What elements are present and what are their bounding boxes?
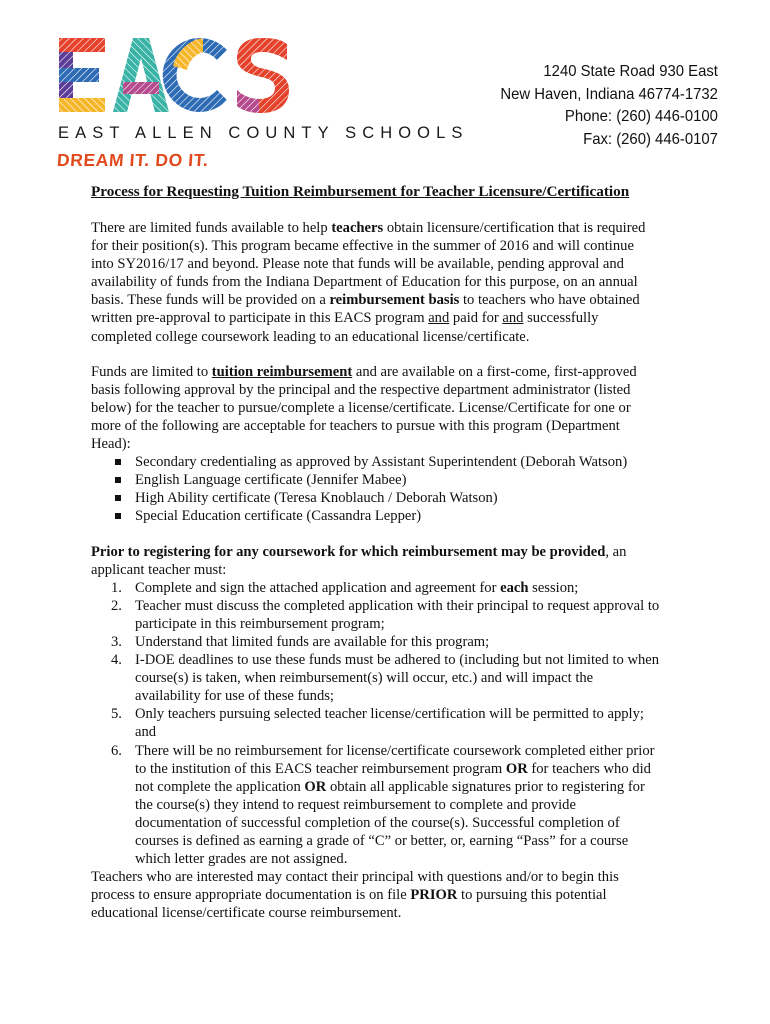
- text-line: There are limited funds available to help teachers obtain licensure/certification that is required: [91, 220, 646, 236]
- text-line: Prior to registering for any coursework for which reimbursement may be provided, an: [91, 543, 627, 560]
- text-line: which letter grades are not assigned.: [135, 851, 348, 868]
- list-item: 3. Understand that limited funds are available for this program;: [91, 633, 687, 651]
- list-item: 6. There will be no reimbursement for license/certificate coursework completed either prior to the institution of this EACS teacher reimbursement program OR for teachers who did not complete the application OR obtain all applicable signatures prior to registering for the course(s) they intend to request reimbursement to complete and provide documentation of successful completion of the course(s). Successful completion of courses is defined as earning a grade of “C” or better, or, earning “Pass” for a course which letter grades are not assigned.: [91, 742, 687, 869]
- fax-number: Fax: (260) 446-0107: [583, 130, 718, 148]
- text-line: completed college coursework leading to an educational license/certificate.: [91, 328, 530, 345]
- list-item: English Language certificate (Jennifer Mabee): [91, 471, 687, 489]
- document-title: Process for Requesting Tuition Reimbursement for Teacher Licensure/Certification: [91, 183, 630, 200]
- address-city: New Haven, Indiana 46774-1732: [500, 85, 718, 103]
- text-line: basis. These funds will be provided on a reimbursement basis to teachers who have obtained: [91, 292, 640, 309]
- requirements-list: [91, 579, 687, 869]
- text-line: I-DOE deadlines to use these funds must be adhered to (including but not limited to when: [135, 652, 660, 669]
- text-line: process to ensure appropriate documentation is on file PRIOR to pursuing this potential: [91, 887, 607, 904]
- list-item: High Ability certificate (Teresa Knoblauch / Deborah Watson): [91, 489, 687, 507]
- text-line: Funds are limited to tuition reimbursement and are available on a first-come, first-approved: [91, 363, 637, 380]
- document-body: [91, 219, 687, 939]
- text-line: There will be no reimbursement for license/certificate coursework completed either prior: [135, 742, 655, 759]
- text-line: to the institution of this EACS teacher reimbursement program OR for teachers who did: [135, 760, 651, 777]
- district-name: EAST ALLEN COUNTY SCHOOLS: [58, 124, 469, 142]
- list-item: 1. Complete and sign the attached application and agreement for each session;: [91, 579, 687, 597]
- text-line: applicant teacher must:: [91, 561, 227, 578]
- text-line: Complete and sign the attached application and agreement for each session;: [135, 579, 579, 596]
- phone-number: Phone: (260) 446-0100: [564, 108, 718, 125]
- text-line: documentation of successful completion of the course(s). Successful completion of: [135, 814, 620, 831]
- text-line: below) for the teacher to pursue/complete a license/certificate. License/Certificate for one or: [91, 399, 631, 416]
- text-line: availability for use of these funds;: [135, 688, 334, 705]
- intro-paragraph: [91, 219, 687, 346]
- text-line: courses is defined as earning a grade of “C” or better, or, earning “Pass” for a course: [135, 833, 629, 849]
- text-line: for their position(s). This program became effective in the summer of 2016 and will continue: [91, 238, 634, 255]
- text-line: into SY2016/17 and beyond. Please note that funds will be available, pending approval and: [91, 256, 624, 273]
- list-item: 5. Only teachers pursuing selected teacher license/certification will be permitted to apply; and: [91, 705, 687, 741]
- text-line: not complete the application OR obtain all applicable signatures prior to registering for: [135, 778, 645, 795]
- address-block: [484, 61, 718, 151]
- certificate-list: [91, 453, 687, 525]
- slogan: DREAM IT. DO IT.: [56, 150, 210, 170]
- text-line: course(s) is taken, when reimbursement(s) will occur, etc.) and will impact the: [135, 670, 594, 687]
- text-line: and: [135, 724, 157, 741]
- text-line: Teacher must discuss the completed application with their principal to request approval to: [135, 597, 660, 614]
- funds-paragraph: [91, 363, 687, 453]
- list-item: 4. I-DOE deadlines to use these funds must be adhered to (including but not limited to when course(s) is taken, when reimbursement(s) will occur, etc.) and will impact the availability for use of these funds;: [91, 651, 687, 705]
- text-line: Only teachers pursuing selected teacher license/certification will be permitted to apply;: [135, 706, 644, 723]
- text-line: Teachers who are interested may contact their principal with questions and/or to begin this: [91, 869, 619, 886]
- list-item: Secondary credentialing as approved by Assistant Superintendent (Deborah Watson): [91, 453, 687, 471]
- text-line: educational license/certificate course reimbursement.: [91, 905, 402, 922]
- list-item: 2. Teacher must discuss the completed application with their principal to request approval to participate in this reimbursement program;: [91, 597, 687, 633]
- text-line: participate in this reimbursement program;: [135, 615, 385, 632]
- text-line: basis following approval by the principal and the respective department administrator (listed: [91, 381, 631, 398]
- text-line: Understand that limited funds are available for this program;: [135, 633, 490, 650]
- eacs-logo-mark: [57, 36, 293, 114]
- prior-paragraph: [91, 543, 687, 579]
- text-line: Head):: [91, 436, 131, 453]
- text-line: the course(s) they intend to request reimbursement to complete and provide: [135, 796, 576, 813]
- text-line: written pre-approval to participate in this EACS program and paid for and successfully: [91, 310, 599, 327]
- list-item: Special Education certificate (Cassandra Lepper): [91, 507, 687, 525]
- text-line: more of the following are acceptable for teachers to pursue with this program (Department: [91, 417, 620, 434]
- address-street: 1240 State Road 930 East: [543, 63, 718, 80]
- text-line: availability of funds from the Indiana Department of Education for this purpose, on an annual: [91, 274, 638, 291]
- closing-paragraph: [91, 868, 687, 922]
